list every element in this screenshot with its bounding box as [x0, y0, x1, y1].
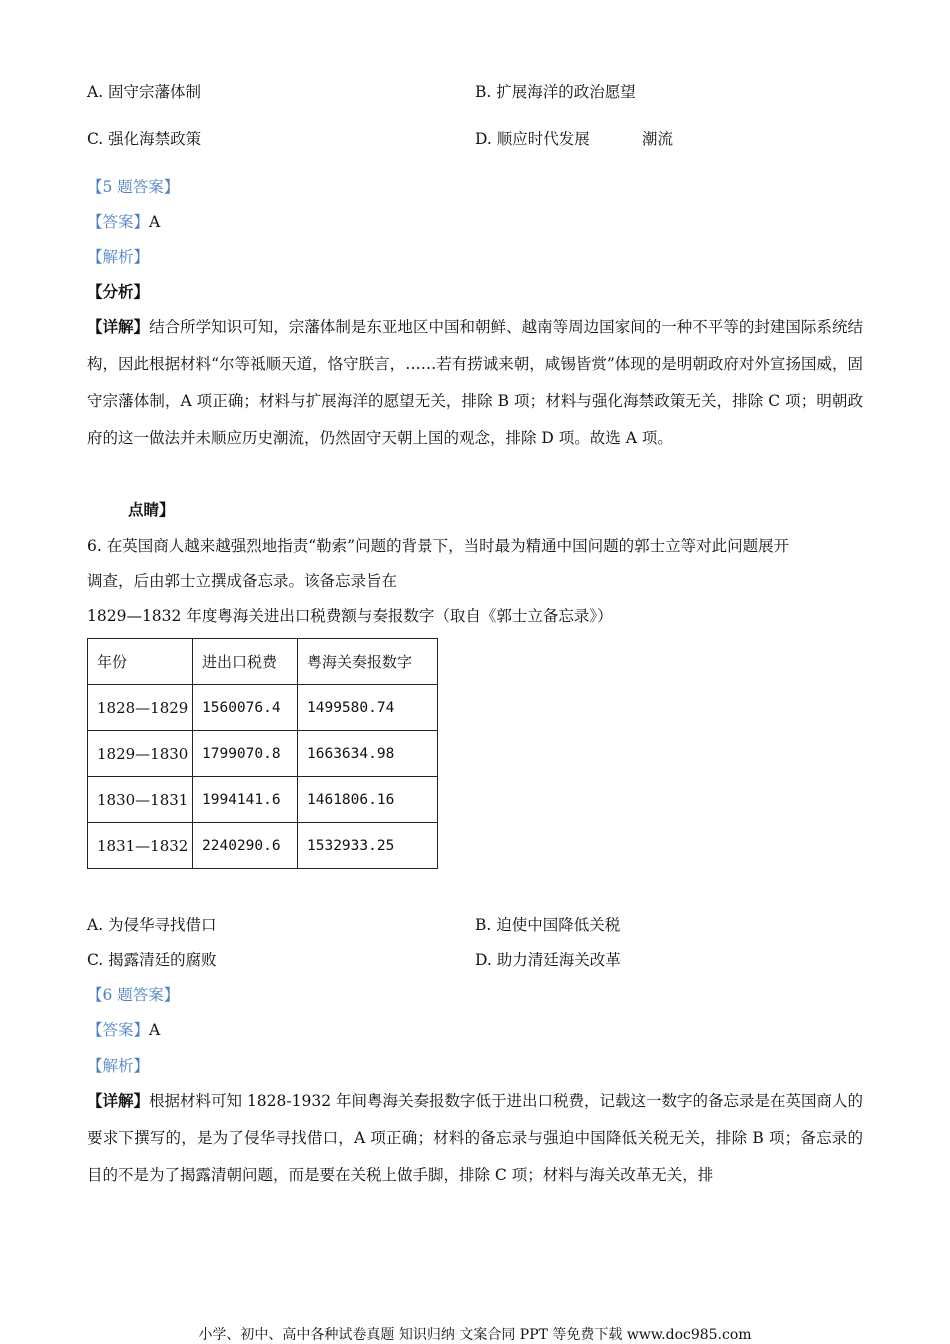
- table-cell: 1829—1830: [88, 731, 193, 777]
- q6-option-a: A. 为侵华寻找借口: [87, 916, 217, 934]
- table-cell: 1663634.98: [298, 731, 438, 777]
- q6-detail-paragraph: [87, 1082, 863, 1194]
- table-cell: 1831—1832: [88, 823, 193, 869]
- table-header-cell: 进出口税费: [193, 639, 298, 685]
- q5-option-b: B. 扩展海洋的政治愿望: [475, 83, 636, 101]
- q5-analysis-label: 【解析】: [87, 248, 150, 266]
- table-row: [88, 731, 438, 777]
- q6-answer-label: 【答案】: [87, 1021, 150, 1039]
- q5-answer-value: A: [149, 213, 161, 231]
- q6-table-caption: 1829—1832 年度粤海关进出口税费额与奏报数字（取自《郭士立备忘录》）: [87, 607, 613, 625]
- q6-answer-line: [87, 1020, 160, 1040]
- table-header-row: [88, 639, 438, 685]
- q6-option-c: C. 揭露清廷的腐败: [87, 951, 217, 969]
- q6-stem-line2: 调查，后由郭士立撰成备忘录。该备忘录旨在: [87, 572, 398, 590]
- q6-answer-value: A: [149, 1021, 161, 1039]
- q6-option-b: B. 迫使中国降低关税: [475, 916, 621, 934]
- q5-answer-label: 【答案】: [87, 213, 150, 231]
- table-row: [88, 685, 438, 731]
- q6-answer-header: 【6 题答案】: [87, 986, 180, 1004]
- q6-option-d: D. 助力清廷海关改革: [475, 951, 621, 969]
- q6-tax-table: [87, 638, 438, 869]
- table-cell: 1532933.25: [298, 823, 438, 869]
- table-cell: 1799070.8: [193, 731, 298, 777]
- table-cell: 1461806.16: [298, 777, 438, 823]
- table-cell: 1560076.4: [193, 685, 298, 731]
- q5-answer-line: [87, 212, 160, 232]
- table-cell: 1830—1831: [88, 777, 193, 823]
- q5-option-d: D. 顺应时代发展: [475, 130, 590, 148]
- table-cell: 1994141.6: [193, 777, 298, 823]
- q6-analysis-label: 【解析】: [87, 1057, 150, 1075]
- table-row: [88, 777, 438, 823]
- q5-answer-header: 【5 题答案】: [87, 178, 180, 196]
- table-header-cell: 年份: [88, 639, 193, 685]
- q5-detail-paragraph: [87, 308, 863, 457]
- page-footer: 小学、初中、高中各种试卷真题 知识归纳 文案合同 PPT 等免费下载 www.doc985.com: [198, 1327, 752, 1343]
- table-header-cell: 粤海关奏报数字: [298, 639, 438, 685]
- q6-detail-text: 根据材料可知 1828-1932 年间粤海关奏报数字低于进出口税费，记载这一数字的备忘录是在英国商人的要求下撰写的，是为了侵华寻找借口，A 项正确；材料的备忘录与强迫中国降低关税无关，排除 B 项；备忘录的目的不是为了揭露清朝问题，而是要在关税上做手脚，排除 C 项；材料与海关改革无关，排: [87, 1092, 864, 1184]
- table-cell: 1828—1829: [88, 685, 193, 731]
- q5-detail-label: 【详解】: [87, 317, 150, 336]
- q5-option-a: A. 固守宗藩体制: [87, 83, 202, 101]
- table-row: [88, 823, 438, 869]
- table-cell: 1499580.74: [298, 685, 438, 731]
- q5-option-c: C. 强化海禁政策: [87, 130, 202, 148]
- q5-option-d-tail: 潮流: [642, 130, 674, 148]
- q5-detail-text: 结合所学知识可知，宗藩体制是东亚地区中国和朝鲜、越南等周边国家间的一种不平等的封建国际系统结构，因此根据材料“尔等祗顺天道，恪守朕言，……若有捞诚来朝，咸锡皆赏”体现的是明朝政府对外宣扬国威，固守宗藩体制，A 项正确；材料与扩展海洋的愿望无关，排除 B 项；材料与强化海禁政策无关，排除 C 项；明朝政府的这一做法并未顺应历史潮流，仍然固守天朝上国的观念，排除 D 项。故选 A 项。: [87, 318, 863, 447]
- table-cell: 2240290.6: [193, 823, 298, 869]
- q5-dianjing-label: 点睛】: [128, 500, 175, 519]
- q6-stem-line1: 6. 在英国商人越来越强烈地指责“勒索”问题的背景下，当时最为精通中国问题的郭士立等对此问题展开: [87, 537, 790, 555]
- q5-fenxi-label: 【分析】: [87, 282, 150, 301]
- q6-detail-label: 【详解】: [87, 1091, 150, 1110]
